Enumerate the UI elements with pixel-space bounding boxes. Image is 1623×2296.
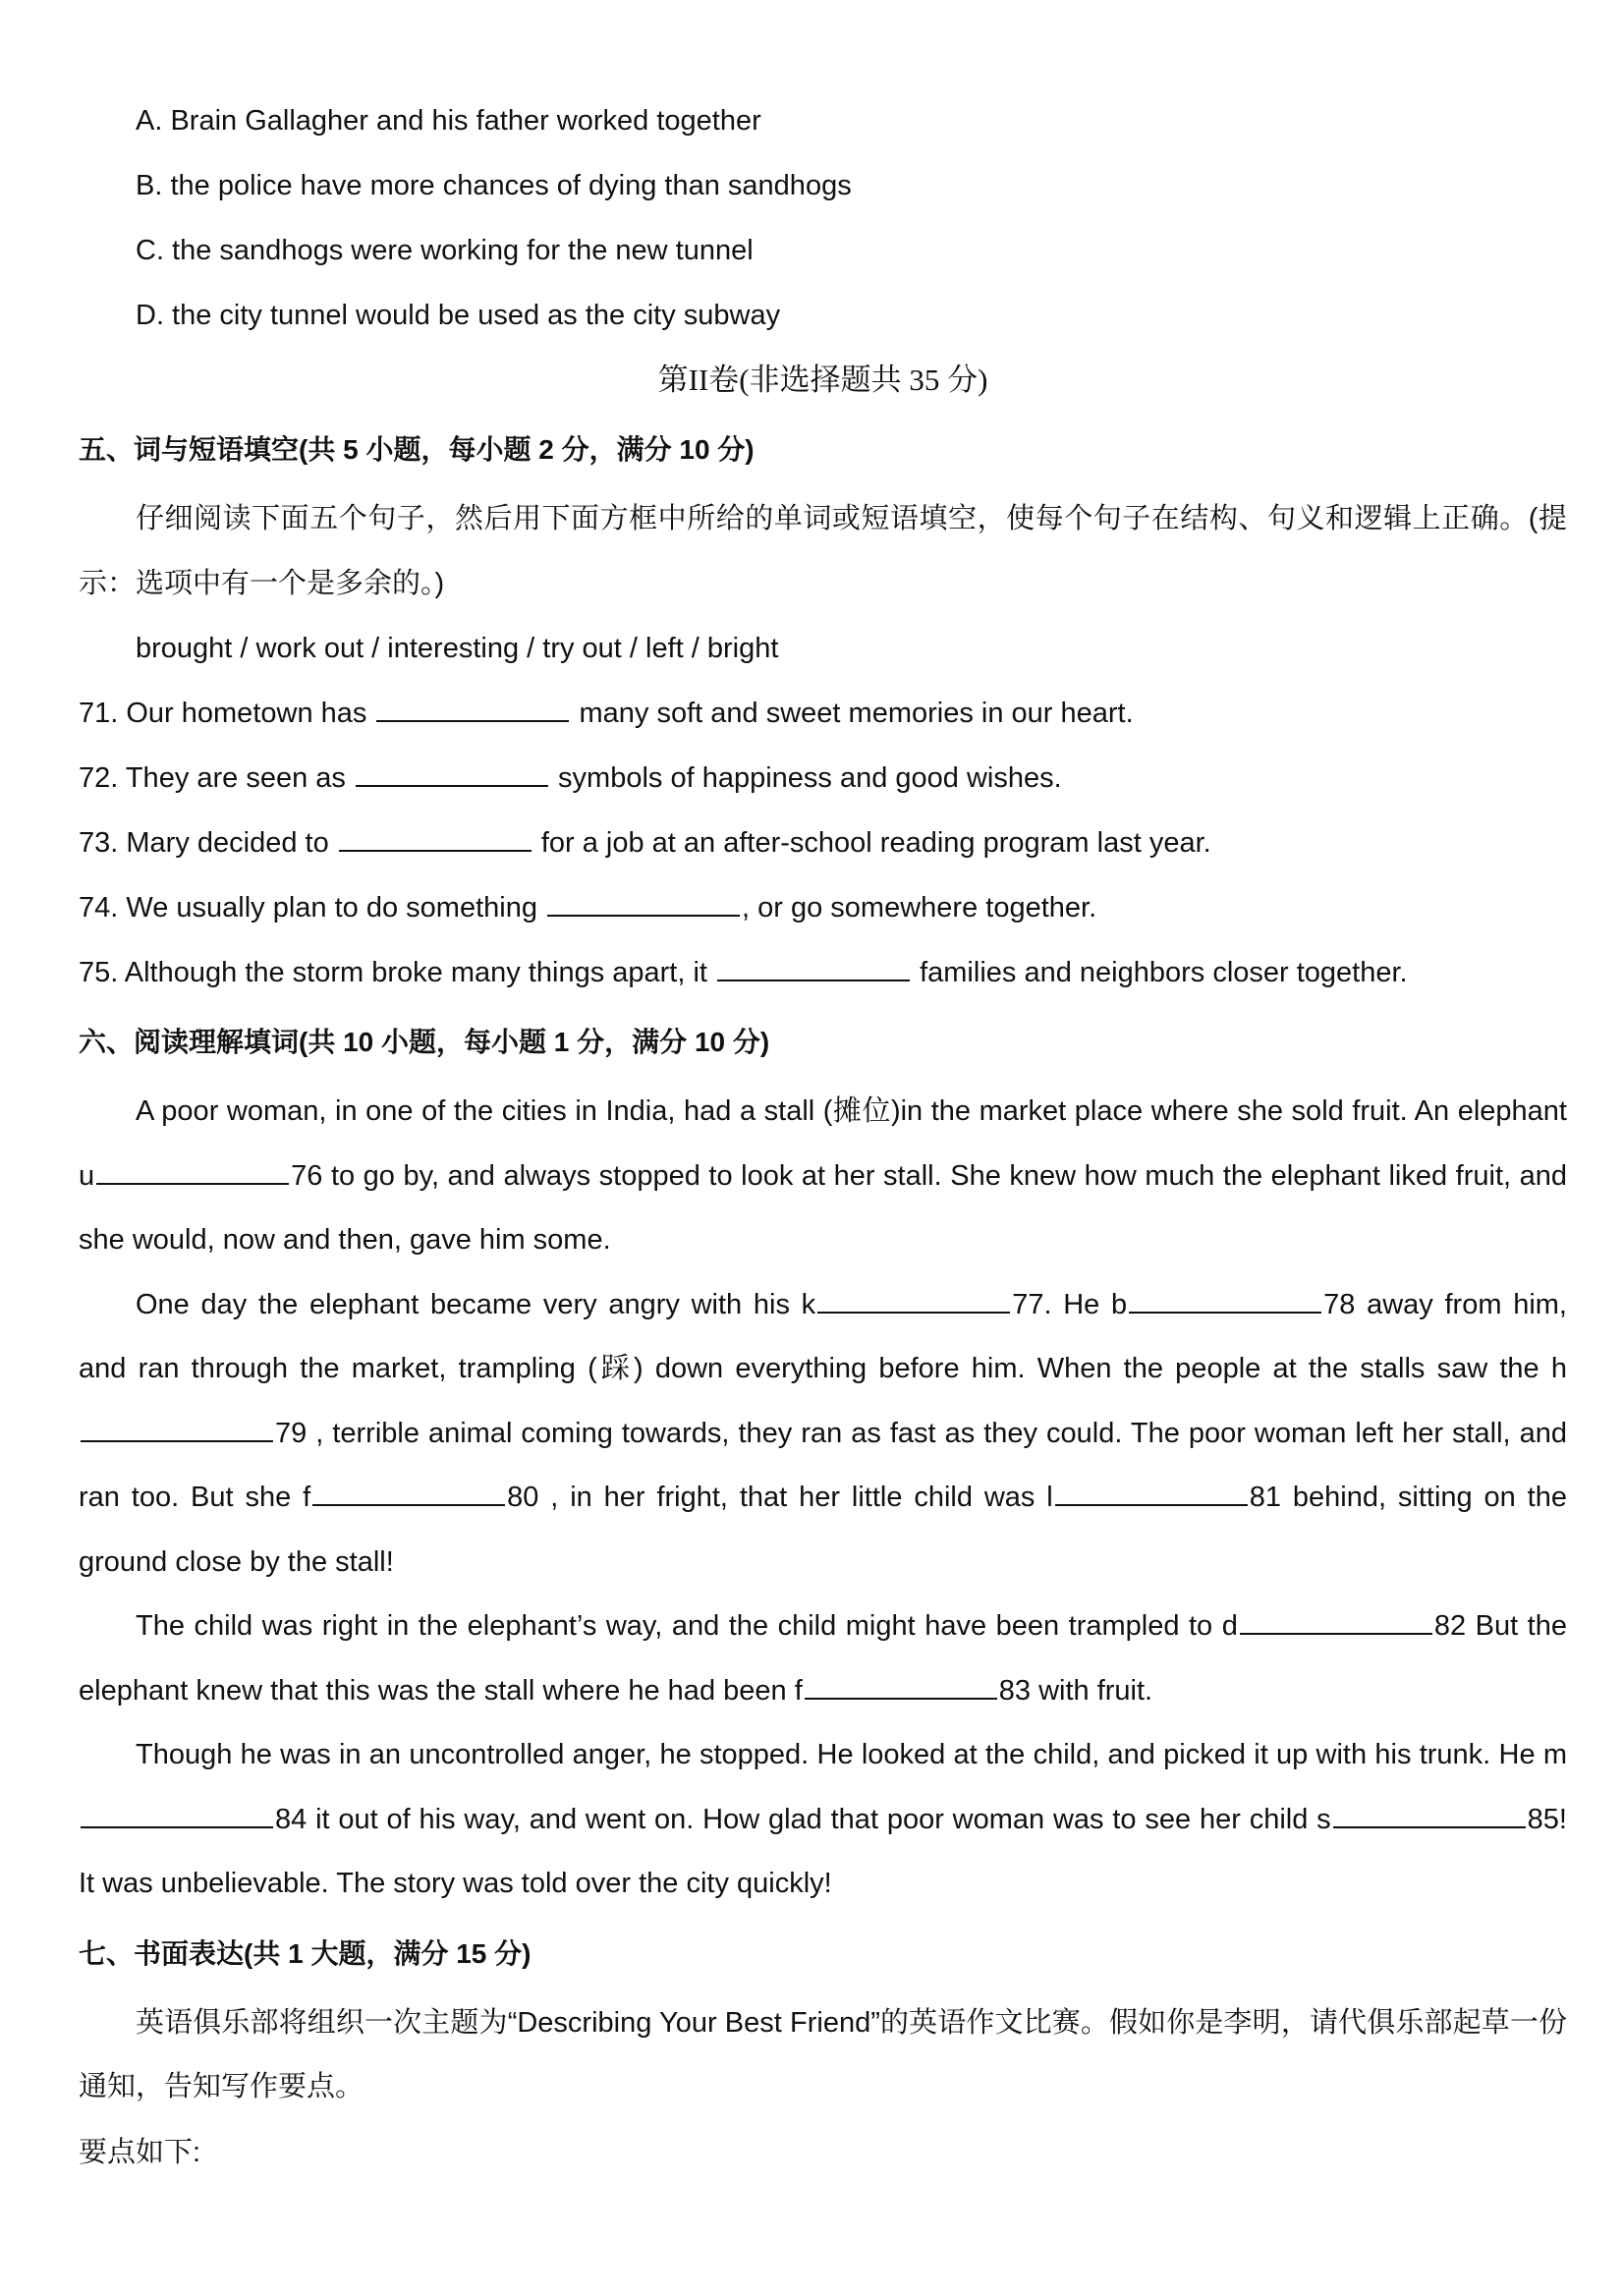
story-paragraph-1 [79, 1080, 1567, 1273]
story-text: A poor woman, in one of the cities in India, had a stall (摊位)in the market place where she sold fruit. An elephant u [79, 1095, 1567, 1192]
word-box: brought / work out / interesting / try out / left / bright [136, 633, 779, 664]
answer-blank-85[interactable] [1333, 1803, 1526, 1828]
section7-instruction: 英语俱乐部将组织一次主题为“Describing Your Best Friend”的英语作文比赛。假如你是李明，请代俱乐部起草一份通知，告知写作要点。 [79, 2006, 1567, 2102]
question-74 [79, 875, 1567, 940]
question-75 [79, 940, 1567, 1005]
option-d: D. the city tunnel would be used as the city subway [136, 300, 781, 331]
story-text: 78 away from him, and ran through the market, trampling (踩) down everything before him. When the people at the stalls saw the h [79, 1288, 1567, 1384]
answer-blank[interactable] [356, 761, 548, 787]
question-text: for a job at an after-school reading program last year. [532, 827, 1211, 859]
exam-page [79, 88, 1567, 2185]
story-text: 84 it out of his way, and went on. How glad that poor woman was to see her child s [275, 1803, 1331, 1835]
option-c: C. the sandhogs were working for the new tunnel [136, 235, 754, 266]
story-text: 82 But the elephant knew that this was the stall where he had been f [79, 1610, 1567, 1707]
answer-blank[interactable] [547, 891, 740, 917]
answer-blank[interactable] [376, 697, 569, 722]
story-text: The child was right in the elephant’s way, and the child might have been trampled to d [136, 1610, 1238, 1642]
answer-blank[interactable] [717, 956, 910, 981]
section7-heading: 七、书面表达(共 1 大题，满分 15 分) [79, 1937, 532, 1969]
story-text: 85! It was unbelievable. The story was told over the city quickly! [79, 1803, 1567, 1899]
answer-blank-80[interactable] [312, 1481, 505, 1506]
question-72 [79, 746, 1567, 811]
question-text: 74. We usually plan to do something [79, 892, 546, 924]
answer-blank[interactable] [339, 826, 532, 852]
question-73 [79, 811, 1567, 875]
question-71 [79, 681, 1567, 746]
answer-blank-81[interactable] [1055, 1481, 1248, 1506]
story-text: 81 behind, sitting on the ground close by the stall! [79, 1482, 1567, 1578]
section5-instruction: 仔细阅读下面五个句子，然后用下面方框中所给的单词或短语填空，使每个句子在结构、句义和逻辑上正确。(提示：选项中有一个是多余的。) [79, 503, 1567, 599]
answer-blank-84[interactable] [81, 1803, 273, 1828]
story-text: One day the elephant became very angry with his k [136, 1288, 816, 1320]
question-text: 75. Although the storm broke many things apart, it [79, 957, 716, 988]
question-text: 71. Our hometown has [79, 698, 375, 729]
story-paragraph-2 [79, 1273, 1567, 1596]
answer-blank-78[interactable] [1129, 1288, 1321, 1314]
story-text: 83 with fruit. [998, 1674, 1153, 1707]
story-paragraph-4 [79, 1723, 1567, 1917]
story-text: Though he was in an uncontrolled anger, he stopped. He looked at the child, and picked it up with his trunk. He m [136, 1739, 1567, 1770]
answer-blank-83[interactable] [805, 1674, 997, 1700]
section5-heading: 五、词与短语填空(共 5 小题，每小题 2 分，满分 10 分) [79, 434, 755, 465]
option-b: B. the police have more chances of dying than sandhogs [136, 170, 852, 201]
answer-blank-77[interactable] [817, 1288, 1010, 1314]
story-text: 79 , terrible animal coming towards, they ran as fast as they could. The poor woman left her stall, and ran too. But she f [79, 1417, 1567, 1513]
question-text: , or go somewhere together. [742, 892, 1097, 924]
question-text: 72. They are seen as [79, 762, 354, 794]
question-text: 73. Mary decided to [79, 827, 337, 859]
question-text: families and neighbors closer together. [912, 957, 1408, 988]
points-label: 要点如下: [79, 2136, 201, 2168]
answer-blank-76[interactable] [96, 1159, 289, 1185]
story-text: 76 to go by, and always stopped to look at her stall. She knew how much the elephant liked fruit, and she would, now and then, gave him some. [79, 1159, 1567, 1256]
story-text: 77. He b [1012, 1288, 1128, 1320]
option-a: A. Brain Gallagher and his father worked together [136, 105, 761, 137]
story-paragraph-3 [79, 1595, 1567, 1723]
story-text: 80 , in her fright, that her little child was l [507, 1482, 1053, 1513]
question-text: many soft and sweet memories in our heart. [571, 698, 1134, 729]
question-text: symbols of happiness and good wishes. [549, 762, 1062, 794]
answer-blank-79[interactable] [81, 1417, 273, 1442]
answer-blank-82[interactable] [1240, 1609, 1432, 1635]
part2-title: 第II卷(非选择题共 35 分) [657, 363, 988, 397]
section6-heading: 六、阅读理解填词(共 10 小题，每小题 1 分，满分 10 分) [79, 1027, 770, 1057]
